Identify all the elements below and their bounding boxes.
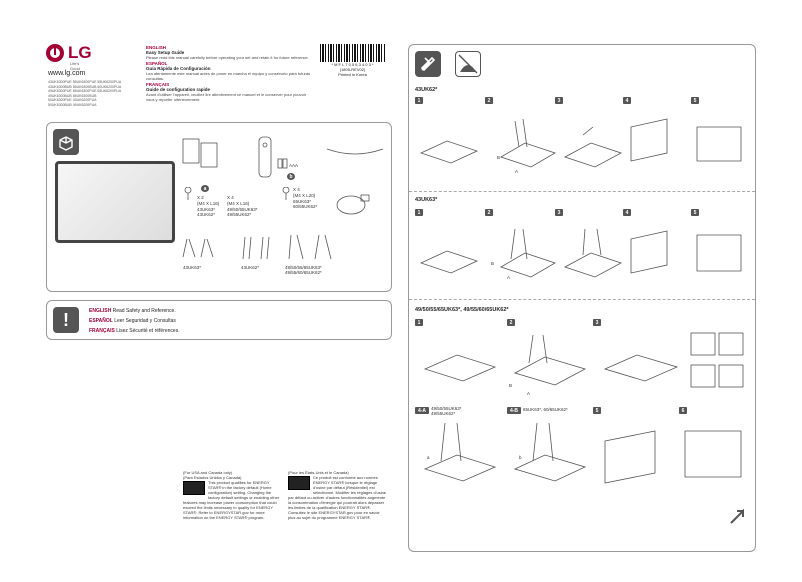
screw-a-icon bbox=[181, 187, 195, 201]
divider bbox=[409, 191, 755, 192]
model-row: 43UK6300PUE 55UK6300PUE 55UK6200PUA bbox=[48, 80, 122, 84]
safety-text-fr: Lisez Sécurité et références. bbox=[114, 328, 180, 334]
surface-icon bbox=[455, 51, 481, 77]
sec3-step-2: 2 bbox=[507, 319, 515, 326]
brand-tagline: Life's Good bbox=[70, 61, 80, 71]
sec2-step-1: 1 bbox=[415, 209, 423, 216]
sec2-label-a: A bbox=[507, 275, 511, 280]
sec3-label-b: B bbox=[509, 383, 513, 388]
remote-icon bbox=[255, 135, 275, 181]
safety-lang-en: ENGLISH bbox=[89, 308, 112, 314]
sec3-step-1: 1 bbox=[415, 319, 423, 326]
sec3-step-4a: 4-A bbox=[415, 407, 429, 414]
box-contents-panel bbox=[46, 122, 392, 292]
safety-lang-fr: FRANÇAIS bbox=[89, 328, 115, 334]
tv-illustration bbox=[55, 161, 175, 243]
sec1-label-b: B bbox=[497, 155, 501, 160]
sec3-illustrations-row1 bbox=[415, 329, 751, 399]
barcode bbox=[320, 44, 385, 62]
screw-b-icon bbox=[279, 187, 293, 201]
safety-panel bbox=[46, 300, 392, 340]
model-row: 43UK6300BUB 55UK6300BUB 60UK6200PUA bbox=[48, 84, 122, 89]
stand-43uk62-label: 43UK62* bbox=[241, 265, 260, 270]
safety-text-es: Leer Seguridad y Consultas bbox=[112, 318, 176, 324]
sec3-step-3: 3 bbox=[593, 319, 601, 326]
sec3-step-5: 5 bbox=[593, 407, 601, 414]
cable-holder-icon bbox=[323, 143, 387, 163]
divider bbox=[409, 299, 755, 300]
sec1-illustrations bbox=[415, 107, 751, 187]
sec3-illustrations-row2 bbox=[415, 417, 751, 491]
energy-star-en bbox=[183, 470, 283, 520]
energy-fr-body: Ce produit est conforme aux normes ENERGY STAR® lorsque le réglage d'usine par défaut (Résidentiel) est sélectionné. Modifier les réglages d'usine par défaut ou activer d'autres fonctionnalités augmente la consommation d'énergie qui pourrait alors dépasser les limites de la qualification ENERGY STAR®. Consultez le site ENERGYSTAR.gov pour en savoir plus au sujet du programme ENERGY STAR®. bbox=[288, 475, 387, 520]
sec3-label-a-lower: a bbox=[427, 455, 430, 460]
sec1-step-2: 2 bbox=[485, 97, 493, 104]
step4b-caption: 65UK63*, 60/65UK62* bbox=[523, 407, 568, 412]
lang-spanish: ESPAÑOL bbox=[146, 61, 168, 66]
stand-43uk62-icon bbox=[237, 235, 277, 263]
safety-text-en: Read Safety and Reference. bbox=[111, 308, 176, 314]
power-cable-icon bbox=[333, 191, 373, 221]
sec1-step-5: 5 bbox=[691, 97, 699, 104]
brand-url: www.lg.com bbox=[48, 70, 86, 77]
sec1-step-4: 4 bbox=[623, 97, 631, 104]
safety-line-fr bbox=[89, 326, 180, 336]
sec2-illustrations bbox=[415, 219, 751, 295]
guide-desc-fr: Avant d'utiliser l'appareil, veuillez lire attentivement ce manuel et le conserver pour pouvoir vous y reporter ultérieurement. bbox=[146, 92, 307, 102]
screw-mid-models: 49/50/55UK63* 49/55UK62* bbox=[227, 207, 258, 217]
model-row: 50UK6300PUE 43UK6200PUA bbox=[48, 98, 97, 103]
screw-a-size: (M4 X L16) bbox=[197, 201, 220, 206]
assembly-panel bbox=[408, 44, 756, 552]
barcode-code: (1805-REV02) bbox=[339, 67, 366, 72]
sec2-step-2: 2 bbox=[485, 209, 493, 216]
model-list bbox=[48, 80, 143, 108]
barcode-number bbox=[320, 62, 385, 77]
screw-b-count: X 4 bbox=[293, 187, 300, 192]
stand-large-icon bbox=[285, 231, 335, 263]
sec1-label-a: A bbox=[515, 169, 519, 174]
energy-star-logo bbox=[183, 481, 205, 495]
energy-en-head2: (Para Estados Unidos y Canadá) bbox=[183, 475, 242, 480]
screw-mid-size: (M4 X L16) bbox=[227, 201, 250, 206]
sec1-step-1: 1 bbox=[415, 97, 423, 104]
battery-label: AAA bbox=[289, 163, 299, 168]
energy-star-fr bbox=[288, 470, 388, 520]
guide-intro bbox=[146, 44, 311, 102]
sec2-label-b: B bbox=[491, 261, 495, 266]
barcode-digits: * M F L 7 0 5 6 3 4 0 3 * bbox=[331, 62, 374, 67]
model-row: 49UK6300BUB 65UK6300BUB bbox=[48, 93, 97, 98]
lang-english: ENGLISH bbox=[146, 45, 167, 50]
brand-name: LG bbox=[68, 43, 92, 62]
safety-lang-es: ESPAÑOL bbox=[89, 318, 113, 324]
lg-logo bbox=[46, 43, 92, 71]
model-row: 49UK6300PUE 65UK6300PUE 65UK6200PUA bbox=[48, 89, 122, 94]
safety-lines bbox=[89, 306, 180, 336]
stand-43uk63-icon bbox=[179, 235, 219, 263]
guide-title-es: Guía Rápida de Configuración bbox=[146, 66, 211, 71]
manuals-icon bbox=[181, 137, 221, 179]
sec3-label-b-lower: b bbox=[519, 455, 522, 460]
safety-line-en bbox=[89, 306, 180, 316]
energy-en-body: This product qualifies for ENERGY STAR® in the factory default (Home configuration) setting. Changing the factory default settings or enabling other features may increase power consumption that could exceed the limits necessary to quality for ENERGY STAR®. Refer to ENERGYSTAR.gov for more information on the ENERGY STAR® program. bbox=[183, 480, 280, 520]
tools-icon bbox=[415, 51, 441, 77]
stand-large-label: 49/50/55/65UK63* 49/55/60/65UK62* bbox=[285, 265, 322, 275]
box-contents-icon bbox=[53, 129, 79, 155]
screw-b-badge: b bbox=[287, 173, 295, 180]
step4a-caption: 49/50/55UK63* 49/55UK62* bbox=[431, 406, 462, 416]
guide-desc-en: Please read this manual carefully before operating your set and retain it for future reference. bbox=[146, 55, 309, 60]
section-large-title: 49/50/55/65UK63*, 49/55/60/65UK62* bbox=[415, 307, 509, 313]
section-43uk63-title: 43UK63* bbox=[415, 197, 438, 203]
energy-star-logo-fr bbox=[288, 476, 310, 490]
stand-43uk63-label: 43UK63* bbox=[183, 265, 202, 270]
sec3-step-4b: 4-B bbox=[507, 407, 521, 414]
screw-b-size: (M4 X L20) bbox=[293, 193, 316, 198]
sec2-step-3: 3 bbox=[555, 209, 563, 216]
sec3-step-6: 6 bbox=[679, 407, 687, 414]
section-43uk62-title: 43UK62* bbox=[415, 87, 438, 93]
screw-b-models: 65UK63* 60/65UK62* bbox=[293, 199, 318, 209]
energy-en-head1: (For USA and Canada only) bbox=[183, 470, 233, 475]
screw-a-models: 43UK63* 43UK62* bbox=[197, 207, 216, 217]
guide-title-en: Easy Setup Guide bbox=[146, 50, 185, 55]
sec1-step-3: 3 bbox=[555, 97, 563, 104]
warning-icon: ! bbox=[53, 307, 79, 333]
energy-fr-head1: (Pour les États-Unis et le Canada) bbox=[288, 470, 349, 475]
guide-title-fr: Guide de configuration rapide bbox=[146, 87, 211, 92]
lang-french: FRANÇAIS bbox=[146, 82, 170, 87]
screw-a-badge: a bbox=[201, 185, 209, 192]
screw-a-count: X 2 bbox=[197, 195, 204, 200]
sec2-step-4: 4 bbox=[623, 209, 631, 216]
model-row: 50UK6300BUB 49UK6200PUA bbox=[48, 102, 97, 107]
barcode-origin: Printed in Korea bbox=[338, 72, 367, 77]
sec3-label-a: A bbox=[527, 391, 531, 396]
lg-logo-icon bbox=[46, 44, 64, 62]
next-page-icon[interactable] bbox=[727, 505, 749, 527]
battery-icon bbox=[277, 157, 289, 169]
screw-mid-count: X 4 bbox=[227, 195, 234, 200]
safety-line-es bbox=[89, 316, 180, 326]
guide-desc-es: Lea atentamente este manual antes de poner en marcha el equipo y consérvelo para futuras consultas. bbox=[146, 71, 311, 81]
sec2-step-5: 5 bbox=[691, 209, 699, 216]
